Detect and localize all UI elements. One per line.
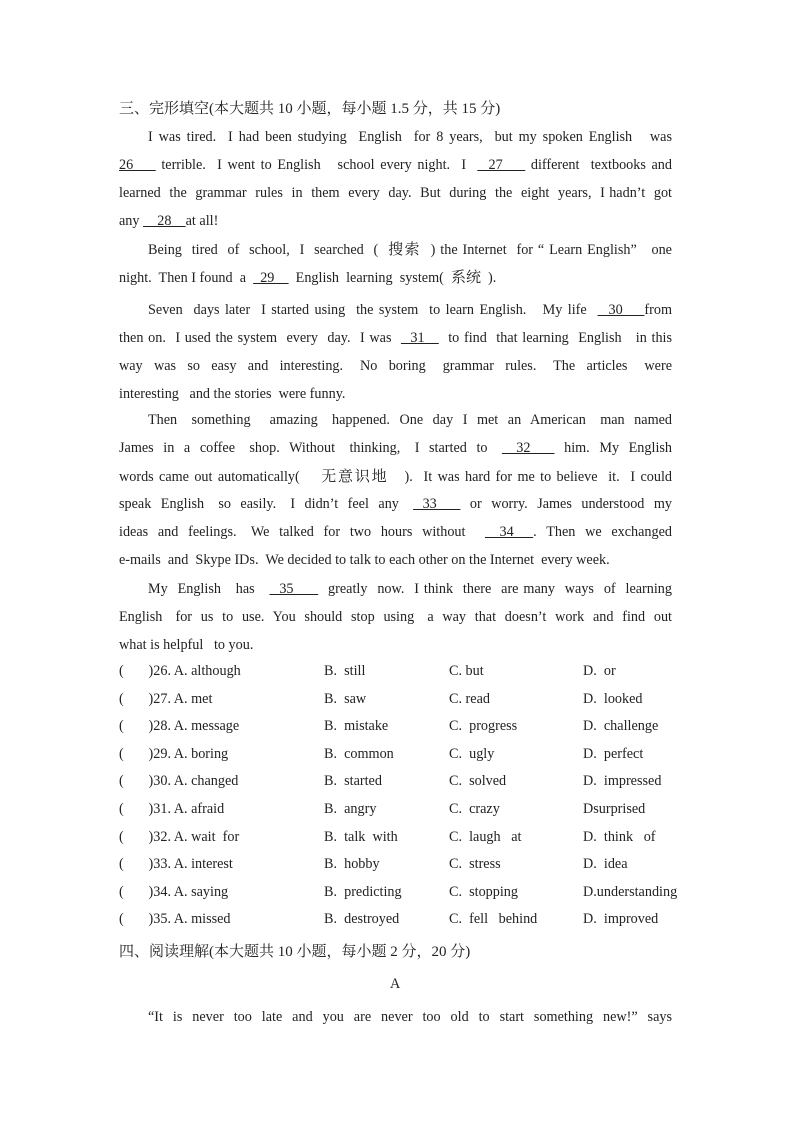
answer-blank: 32 <box>501 440 555 456</box>
text-run: ). It was hard for me to believe it. I could <box>388 469 672 485</box>
answer-blank: 35 <box>269 581 319 597</box>
text-run: different textbooks and <box>525 157 672 173</box>
question-option-d: D. perfect <box>583 745 644 762</box>
question-option-d: D. think of <box>583 828 656 845</box>
passage-line <box>119 575 672 603</box>
text-run: from <box>644 302 673 318</box>
question-option-b: B. common <box>324 745 394 762</box>
chinese-gloss: 搜索 <box>388 240 421 258</box>
passage-line: “It is never too late and you are never too old to start something new!” says <box>148 1009 672 1025</box>
passage-line <box>119 518 672 546</box>
text-run: to find that learning English in this <box>438 330 673 346</box>
section4-title: 四、阅读理解(本大题共 10 小题，每小题 2 分，20 分) <box>119 944 471 960</box>
text-run: My English has <box>148 581 270 597</box>
passage-line <box>119 151 672 179</box>
passage-line <box>119 462 672 490</box>
question-row <box>119 801 679 828</box>
cloze-paragraph <box>119 575 672 659</box>
question-option-d: D. or <box>583 663 616 679</box>
question-option-c: C. ugly <box>449 745 495 762</box>
question-option-a: ( )29. A. boring <box>119 745 229 762</box>
question-option-d: D. looked <box>583 690 643 707</box>
text-run: English learning system( <box>288 270 451 286</box>
text-run: then on. I used the system every day. I was <box>119 330 401 346</box>
cloze-paragraph <box>119 123 672 235</box>
passage-line <box>119 179 672 207</box>
question-option-d: D. challenge <box>583 718 659 735</box>
text-run: English for us to use. You should stop using a way that doesn’t work and find out <box>119 609 672 625</box>
answer-blank: 27 <box>477 157 526 173</box>
question-option-c: C. progress <box>449 718 518 735</box>
text-run: way was so easy and interesting. No boring grammar rules. The articles were <box>119 358 672 374</box>
text-run: Then something amazing happened. One day I met an American man named <box>148 412 672 428</box>
question-option-b: B. angry <box>324 801 377 817</box>
question-option-a: ( )28. A. message <box>119 718 240 735</box>
question-option-c: C. read <box>449 690 490 707</box>
text-run: terrible. I went to English school every night. I <box>155 157 478 173</box>
question-row <box>119 718 679 745</box>
question-row <box>119 911 679 938</box>
question-option-b: B. destroyed <box>324 911 400 928</box>
question-option-c: C. laugh at <box>449 828 522 845</box>
question-option-b: B. hobby <box>324 856 380 873</box>
text-run: night. Then I found a <box>119 270 254 286</box>
question-option-a: ( )26. A. although <box>119 663 241 679</box>
cloze-paragraph <box>119 296 672 408</box>
answer-blank: 30 <box>597 302 645 318</box>
question-option-a: ( )35. A. missed <box>119 911 231 928</box>
question-option-a: ( )31. A. afraid <box>119 801 225 817</box>
answer-blank: 33 <box>413 496 461 512</box>
question-option-d: D.understanding <box>583 883 678 900</box>
section3-title: 三、完形填空(本大题共 10 小题，每小题 1.5 分，共 15 分) <box>119 101 501 117</box>
question-option-c: C. but <box>449 663 484 679</box>
answer-blank: 26 <box>119 157 156 173</box>
cloze-paragraph <box>119 235 672 291</box>
text-run: him. My English <box>554 440 672 456</box>
cloze-paragraph <box>119 406 672 574</box>
question-row <box>119 691 679 718</box>
question-option-c: C. stress <box>449 856 501 873</box>
passage-line <box>119 235 672 263</box>
question-option-c: C. crazy <box>449 801 500 817</box>
question-option-d: D. impressed <box>583 773 662 790</box>
question-option-d: Dsurprised <box>583 801 646 817</box>
passage-line <box>119 352 672 380</box>
passage-line <box>119 380 672 408</box>
text-run: I was tired. I had been studying English for 8 years, but my spoken English was <box>148 129 672 145</box>
answer-blank: 31 <box>400 330 439 346</box>
text-run: words came out automatically( <box>119 469 322 485</box>
question-row <box>119 773 679 800</box>
passage-line <box>119 546 672 574</box>
text-run: what is helpful to you. <box>119 637 254 653</box>
question-option-c: C. stopping <box>449 883 518 900</box>
question-row <box>119 829 679 856</box>
text-run: James in a coffee shop. Without thinking, I started to <box>119 440 502 456</box>
question-row <box>119 884 679 911</box>
text-run: Seven days later I started using the system to learn English. My life <box>148 302 598 318</box>
text-run: or worry. James understood my <box>460 496 672 512</box>
question-option-d: D. improved <box>583 911 659 928</box>
text-run: . Then we exchanged <box>533 524 672 540</box>
passage-a-first-line <box>119 1003 672 1031</box>
question-option-d: D. idea <box>583 856 628 873</box>
text-run: ) the Internet for “ Learn English” one <box>420 242 672 258</box>
answer-blank: 34 <box>484 524 534 540</box>
passage-line <box>119 490 672 518</box>
question-option-b: B. started <box>324 773 382 790</box>
passage-line <box>119 263 672 291</box>
question-option-b: B. still <box>324 663 366 679</box>
text-run: learned the grammar rules in them every day. But during the eight years, I hadn’t got <box>119 185 672 201</box>
text-run: greatly now. I think there are many ways of learning <box>318 581 672 597</box>
question-option-b: B. predicting <box>324 883 402 900</box>
question-row <box>119 856 679 883</box>
question-option-a: ( )27. A. met <box>119 690 213 707</box>
question-option-a: ( )34. A. saying <box>119 883 229 900</box>
passage-a-label: A <box>390 976 401 992</box>
text-run: ideas and feelings. We talked for two hours without <box>119 524 485 540</box>
passage-line <box>119 434 672 462</box>
question-option-b: B. saw <box>324 690 367 707</box>
question-option-b: B. talk with <box>324 828 398 845</box>
text-run: speak English so easily. I didn’t feel any <box>119 496 414 512</box>
passage-line <box>119 296 672 324</box>
question-option-a: ( )33. A. interest <box>119 856 233 873</box>
passage-line <box>119 631 672 659</box>
passage-line <box>119 324 672 352</box>
answer-blank: 29 <box>253 270 289 286</box>
question-row <box>119 746 679 773</box>
question-row <box>119 663 679 690</box>
text-run: interesting and the stories were funny. <box>119 386 346 402</box>
answer-blank: 28 <box>143 213 186 229</box>
question-option-b: B. mistake <box>324 718 389 735</box>
passage-line <box>119 406 672 434</box>
chinese-gloss: 无意识地 <box>321 467 389 485</box>
text-run: at all! <box>185 213 219 229</box>
passage-line <box>119 123 672 151</box>
passage-line <box>119 207 672 235</box>
question-option-c: C. solved <box>449 773 507 790</box>
text-run: ). <box>480 270 497 286</box>
text-run: any <box>119 213 144 229</box>
question-option-a: ( )30. A. changed <box>119 773 239 790</box>
chinese-gloss: 系统 <box>450 268 481 286</box>
question-option-a: ( )32. A. wait for <box>119 828 240 845</box>
text-run: e-mails and Skype IDs. We decided to talk to each other on the Internet every week. <box>119 552 610 568</box>
text-run: Being tired of school, I searched ( <box>148 242 389 258</box>
passage-line <box>119 603 672 631</box>
question-option-c: C. fell behind <box>449 911 538 928</box>
